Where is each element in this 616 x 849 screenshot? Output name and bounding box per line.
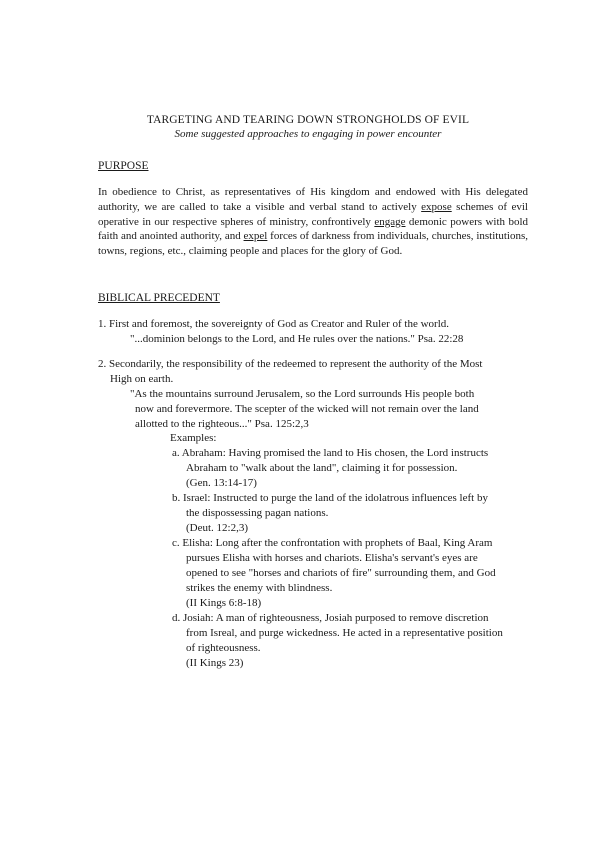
document-title: TARGETING AND TEARING DOWN STRONGHOLDS OF EVIL — [146, 114, 470, 126]
document-subtitle: Some suggested approaches to engaging in power encounter — [174, 128, 442, 140]
example-b-line3: (Deut. 12:2,3) — [186, 522, 249, 534]
precedent-heading: BIBLICAL PRECEDENT — [98, 292, 220, 304]
example-c-line5: (II Kings 6:8-18) — [186, 597, 262, 609]
example-a-line2: Abraham to "walk about the land", claiming it for possession. — [186, 462, 458, 474]
example-d-line2: from Isreal, and purge wickedness. He acted in a representative position — [186, 627, 503, 639]
item1-line2: "...dominion belongs to the Lord, and He rules over the nations." Psa. 22:28 — [130, 333, 464, 345]
word-engage: engage — [374, 215, 406, 228]
example-b-line2: the dispossessing pagan nations. — [186, 507, 329, 519]
purpose-text-3: demonic powers with bold faith and anointed authority, and — [98, 215, 529, 243]
example-a-line3: (Gen. 13:14-17) — [186, 477, 257, 489]
item2-quote-1: "As the mountains surround Jerusalem, so the Lord surrounds His people both — [130, 388, 475, 400]
item2-quote-3: allotted to the righteous..." Psa. 125:2,3 — [135, 418, 309, 430]
purpose-heading: PURPOSE — [98, 160, 149, 172]
item1-line1: 1. First and foremost, the sovereignty of God as Creator and Ruler of the world. — [98, 318, 450, 330]
example-c-line2: pursues Elisha with horses and chariots. Elisha's servant's eyes are — [186, 552, 478, 564]
example-d-line1: d. Josiah: A man of righteousness, Josiah purposed to remove discretion — [172, 612, 489, 624]
purpose-text-2: schemes of evil operative in our respective spheres of ministry, confrontively — [98, 200, 528, 228]
word-expel: expel — [243, 230, 268, 243]
example-c-line4: strikes the enemy with blindness. — [186, 582, 333, 594]
example-c-line3: opened to see "horses and chariots of fire" surrounding them, and God — [186, 567, 496, 579]
example-c-line1: c. Elisha: Long after the confrontation with prophets of Baal, King Aram — [172, 537, 493, 549]
example-a-line1: a. Abraham: Having promised the land to His chosen, the Lord instructs — [172, 447, 489, 459]
purpose-text-4: forces of darkness from individuals, churches, institutions, towns, regions, etc., claiming people and places for the glory of God. — [98, 230, 528, 258]
item2-line2: High on earth. — [110, 373, 174, 385]
purpose-text-1: In obedience to Christ, as representatives of His kingdom and endowed with His delegated authority, we are called to take a visible and verbal stand to actively — [98, 186, 528, 213]
example-b-line1: b. Israel: Instructed to purge the land of the idolatrous influences left by — [172, 492, 488, 504]
example-d-line3: of righteousness. — [186, 642, 261, 654]
item2-quote-2: now and forevermore. The scepter of the wicked will not remain over the land — [135, 403, 479, 415]
item2-line1: 2. Secondarily, the responsibility of the redeemed to represent the authority of the Most — [98, 358, 483, 370]
word-expose: expose — [421, 200, 452, 213]
examples-label: Examples: — [170, 432, 217, 444]
purpose-paragraph — [98, 185, 528, 259]
example-d-line4: (II Kings 23) — [186, 657, 244, 669]
